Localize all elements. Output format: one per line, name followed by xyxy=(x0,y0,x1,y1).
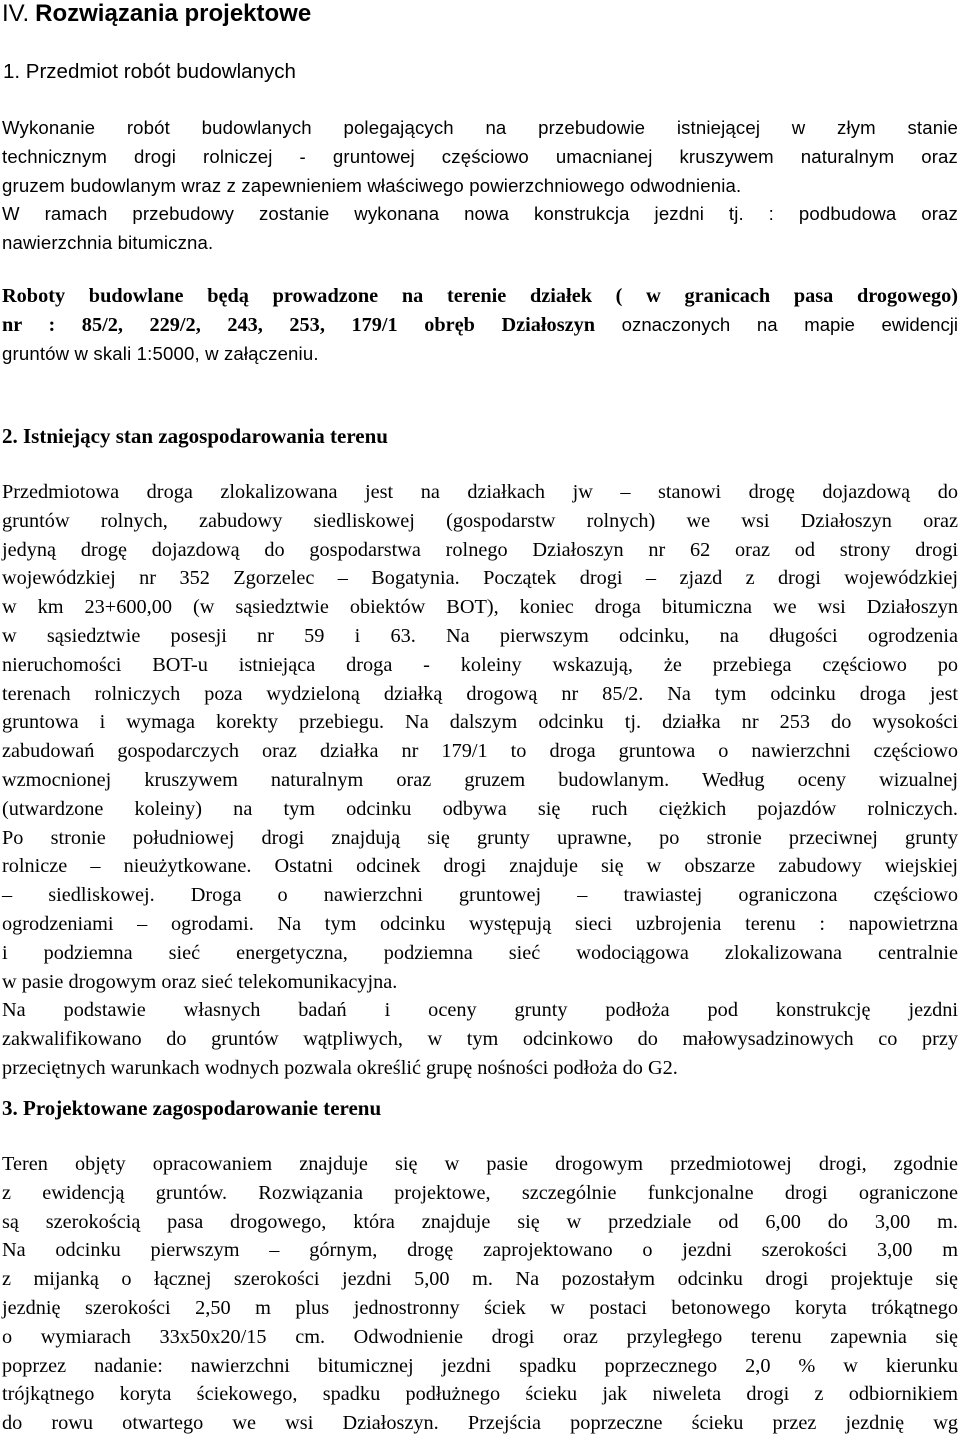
paragraph-line: trójkątnego koryta ściekowego, spadku podłużnego ścieku jak niweleta drogi z odbiornikiem xyxy=(2,1383,958,1406)
paragraph-line: Wykonanie robót budowlanych polegających na przebudowie istniejącej w złym stanie xyxy=(2,117,958,138)
paragraph-line xyxy=(2,311,958,340)
paragraph-line: Na podstawie własnych badań i oceny grunty podłoża pod konstrukcję jezdni xyxy=(2,999,958,1022)
paragraph-line: (utwardzone koleiny) na tym odcinku odbywa się ruch ciężkich pojazdów rolniczych. xyxy=(2,797,958,820)
paragraph-line: gruzem budowlanym wraz z zapewnieniem właściwego powierzchniowego odwodnienia. xyxy=(2,174,742,196)
section-2-paragraph xyxy=(2,478,958,1083)
paragraph-line: do rowu otwartego we wsi Działoszyn. Przejścia poprzeczne ścieku przez jezdnię wg xyxy=(2,1412,958,1435)
paragraph-line: terenach rolniczych poza wydzieloną działką drogową nr 85/2. Na tym odcinku droga jest xyxy=(2,682,958,705)
paragraph-line: w pasie drogowym oraz sieć telekomunikacyjna. xyxy=(2,970,398,993)
section-2-title: 2. Istniejący stan zagospodarowania terenu xyxy=(2,424,388,448)
paragraph-line: zakwalifikowano do gruntów wątpliwych, w tym odcinkowo do małowysadzinowych co przy xyxy=(2,1028,958,1051)
page-heading xyxy=(2,0,311,30)
paragraph-line: przeciętnych warunkach wodnych pozwala określić grupę nośności podłoża do G2. xyxy=(2,1056,678,1079)
paragraph-line: gruntów rolnych, zabudowy siedliskowej (gospodarstw rolnych) we wsi Działoszyn oraz xyxy=(2,509,958,532)
paragraph-line: Na odcinku pierwszym – górnym, drogę zaprojektowano o jezdni szerokości 3,00 m xyxy=(2,1239,958,1262)
paragraph-line: gruntowa i wymaga korekty przebiegu. Na dalszym odcinku tj. działka nr 253 do wysokości xyxy=(2,711,958,734)
heading-title: Rozwiązania projektowe xyxy=(35,0,312,27)
paragraph-line: ogrodzeniami – ogrodami. Na tym odcinku występują sieci uzbrojenia terenu : napowietrzna xyxy=(2,912,958,935)
paragraph-line: poprzez nadanie: nawierzchni bitumicznej jezdni spadku poprzecznego 2,0 % w kierunku xyxy=(2,1354,958,1377)
parcel-description: oznaczonych na mapie ewidencji xyxy=(595,313,959,335)
paragraph-line: w sąsiedztwie posesji nr 59 i 63. Na pierwszym odcinku, na długości ogrodzenia xyxy=(2,624,958,647)
paragraph-line: z mijanką o łącznej szerokości jezdni 5,00 m. Na pozostałym odcinku drogi projektuje się xyxy=(2,1268,958,1291)
section-1-title: 1. Przedmiot robót budowlanych xyxy=(3,60,296,83)
section-1-paragraph-2 xyxy=(2,282,958,368)
paragraph-line: zabudowań gospodarczych oraz działka nr 179/1 to droga gruntowa o nawierzchni częściowo xyxy=(2,740,958,763)
paragraph-line: o wymiarach 33x50x20/15 cm. Odwodnienie drogi oraz przyległego terenu zapewnia się xyxy=(2,1325,958,1348)
paragraph-line: nieruchomości BOT-u istniejąca droga - koleiny wskazują, że przebiega częściowo po xyxy=(2,653,958,676)
paragraph-line: Przedmiotowa droga zlokalizowana jest na działkach jw – stanowi drogę dojazdową do xyxy=(2,481,958,503)
paragraph-line: technicznym drogi rolniczej - gruntowej częściowo umacnianej kruszywem naturalnym oraz xyxy=(2,145,958,167)
paragraph-line: wojewódzkiej nr 352 Zgorzelec – Bogatynia. Początek drogi – zjazd z drogi wojewódzkiej xyxy=(2,567,958,590)
paragraph-line: nawierzchnia bitumiczna. xyxy=(2,232,214,254)
paragraph-line: w km 23+600,00 (w sąsiedztwie obiektów BOT), koniec droga bitumiczna we wsi Działoszyn xyxy=(2,596,958,619)
paragraph-line: – siedliskowej. Droga o nawierzchni gruntowej – trawiastej ograniczona częściowo xyxy=(2,884,958,907)
parcel-numbers: nr : 85/2, 229/2, 243, 253, 179/1 obręb Działoszyn xyxy=(2,313,596,336)
heading-number: IV. xyxy=(2,0,30,27)
section-1-paragraph-1 xyxy=(2,114,958,258)
paragraph-line: wzmocnionej kruszywem naturalnym oraz gruzem budowlanym. Według oceny wizualnej xyxy=(2,768,958,791)
paragraph-line: gruntów w skali 1:5000, w załączeniu. xyxy=(2,342,319,364)
paragraph-line: z ewidencją gruntów. Rozwiązania projektowe, szczególnie funkcjonalne drogi ograniczone xyxy=(2,1181,958,1204)
paragraph-line: Roboty budowlane będą prowadzone na terenie działek ( w granicach pasa drogowego) xyxy=(2,285,958,307)
section-3-paragraph xyxy=(2,1150,958,1438)
paragraph-line: są szerokością pasa drogowego, która znajduje się w przedziale od 6,00 do 3,00 m. xyxy=(2,1210,958,1233)
paragraph-line: rolnicze – nieużytkowane. Ostatni odcinek drogi znajduje się w obszarze zabudowy wiejskiej xyxy=(2,855,958,878)
paragraph-line: Po stronie południowej drogi znajdują się grunty uprawne, po stronie przeciwnej grunty xyxy=(2,826,958,849)
paragraph-line: i podziemna sieć energetyczna, podziemna sieć wodociągowa zlokalizowana centralnie xyxy=(2,941,958,964)
paragraph-line: W ramach przebudowy zostanie wykonana nowa konstrukcja jezdni tj. : podbudowa oraz xyxy=(2,203,958,225)
section-3-title: 3. Projektowane zagospodarowanie terenu xyxy=(2,1096,382,1120)
paragraph-line: jedyną drogę dojazdową do gospodarstwa rolnego Działoszyn nr 62 oraz od strony drogi xyxy=(2,538,958,561)
paragraph-line: jezdnię szerokości 2,50 m plus jednostronny ściek w postaci betonowego koryta trókątnego xyxy=(2,1296,958,1319)
paragraph-line: Teren objęty opracowaniem znajduje się w pasie drogowym przedmiotowej drogi, zgodnie xyxy=(2,1153,958,1175)
